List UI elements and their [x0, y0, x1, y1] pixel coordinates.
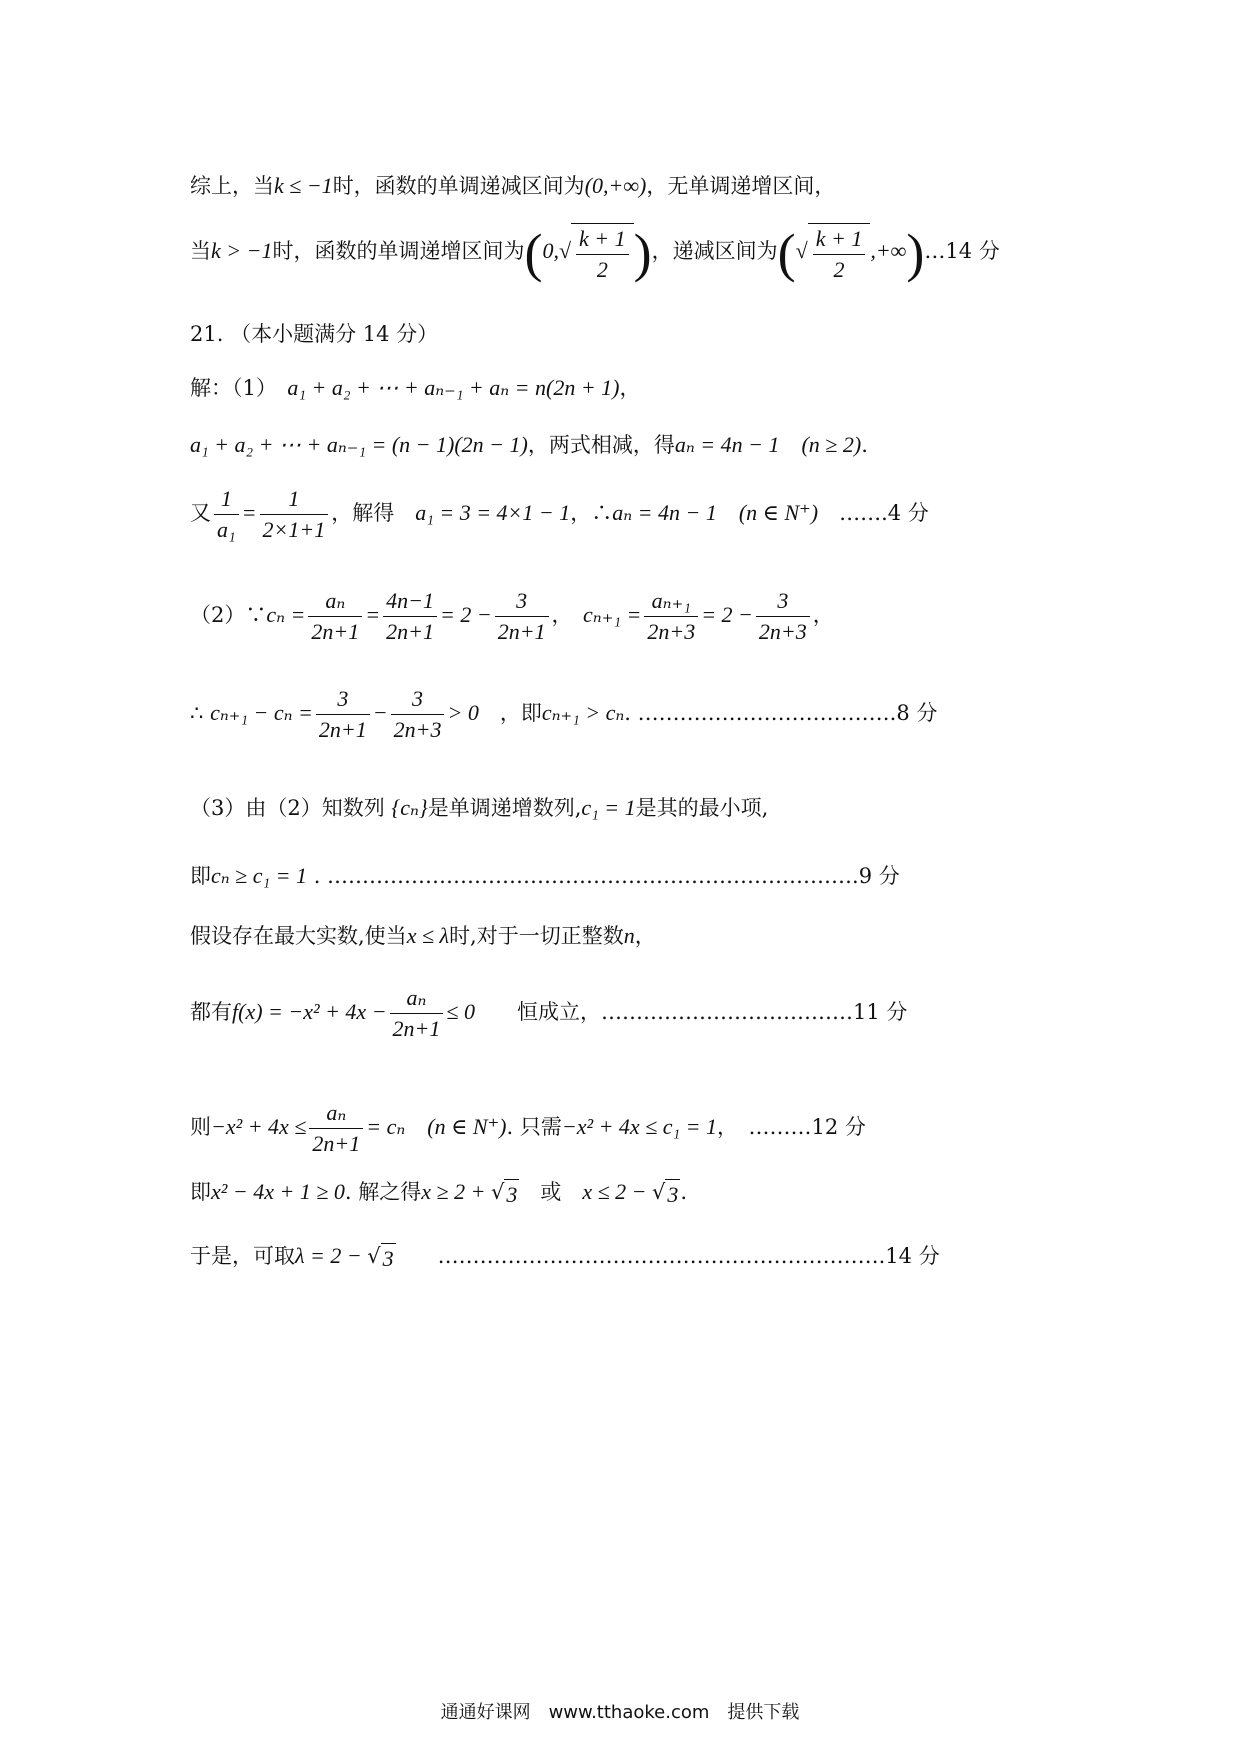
- footer: 通通好课网 www.tthaoke.com 提供下载: [440, 1702, 800, 1723]
- solution-line-1: 解：（1） a₁ + a₂ + ⋯ + aₙ₋₁ + aₙ = n(2n + 1)，: [190, 375, 641, 400]
- solution-line-6: （3）由（2）知数列 {cₙ}是单调递增数列,c₁ = 1是其的最小项,: [190, 795, 769, 820]
- interval-increasing: (0,√ $\frac{k + 1}{2}$ ): [524, 223, 652, 283]
- solution-line-9: 都有f(x) = −x² + 4x − $\frac{\text{aₙ}}{2n+1}$ ≤ 0 恒成立，………………………………11 分: [190, 985, 908, 1041]
- text: ，无单调递增区间，: [646, 174, 836, 198]
- solution-line-8: 假设存在最大实数,使当x ≤ λ时,对于一切正整数n，: [190, 923, 656, 948]
- solution-line-4: （2）∵cₙ = $\frac{\text{aₙ}}{2n+1}$ = $\frac{4n-1}{2n+1}$ = 2 − $\frac{3}{2n+1}$ ， cₙ₊₁ = $\frac{\text{aₙ₊₁}}{2n+3}$ = 2 − $\frac{3}{2n+3}$ ，: [190, 588, 834, 644]
- solution-line-12: 于是，可取λ = 2 − √3 ……………………………………………………….14 分: [190, 1243, 940, 1271]
- solution-line-2: a₁ + a₂ + ⋯ + aₙ₋₁ = (n − 1)(2n − 1)，两式相减，得aₙ = 4n − 1 (n ≥ 2).: [190, 432, 868, 457]
- conclusion-line-1: [190, 170, 835, 200]
- text: ，递减区间为: [651, 239, 778, 264]
- math: k ≤ −1: [274, 173, 333, 198]
- solution-line-5: ∴ cₙ₊₁ − cₙ = $\frac{3}{2n+1}$ − $\frac{3}{2n+3}$ > 0 ，即cₙ₊₁ > cₙ. ……………………………….8 分: [190, 686, 938, 742]
- math: (0,+∞): [584, 173, 647, 198]
- text: 综上，当: [190, 174, 274, 198]
- text: 时，函数的单调递减区间为: [332, 174, 585, 198]
- solution-line-7: 即cₙ ≥ c₁ = 1 . ………………………………………………………………….9 分: [190, 863, 900, 888]
- solution-line-11: 即x² − 4x + 1 ≥ 0. 解之得x ≥ 2 + √3 或 x ≤ 2 − √3.: [190, 1179, 688, 1207]
- question-21-heading: 21. （本小题满分 14 分）: [190, 322, 439, 346]
- math: k > −1: [211, 238, 273, 264]
- text: 当: [190, 239, 211, 264]
- conclusion-line-2: [190, 222, 1000, 284]
- solution-line-10: 则−x² + 4x ≤ $\frac{\text{aₙ}}{2n+1}$ = cₙ (n ∈ N⁺). 只需−x² + 4x ≤ c₁ = 1， ………12 分: [190, 1100, 866, 1156]
- text: 时，函数的单调递增区间为: [272, 239, 525, 264]
- interval-decreasing: (√ $\frac{k + 1}{2}$ ,+∞): [777, 223, 925, 283]
- score: …14 分: [924, 239, 1000, 264]
- solution-line-3: 又 $\frac{1}{\text{a₁}}$ = $\frac{1}{2\times 1+1}$ ，解得 a₁ = 3 = 4×1 − 1，∴aₙ = 4n − 1 (n ∈ N⁺) …….4 分: [190, 486, 929, 542]
